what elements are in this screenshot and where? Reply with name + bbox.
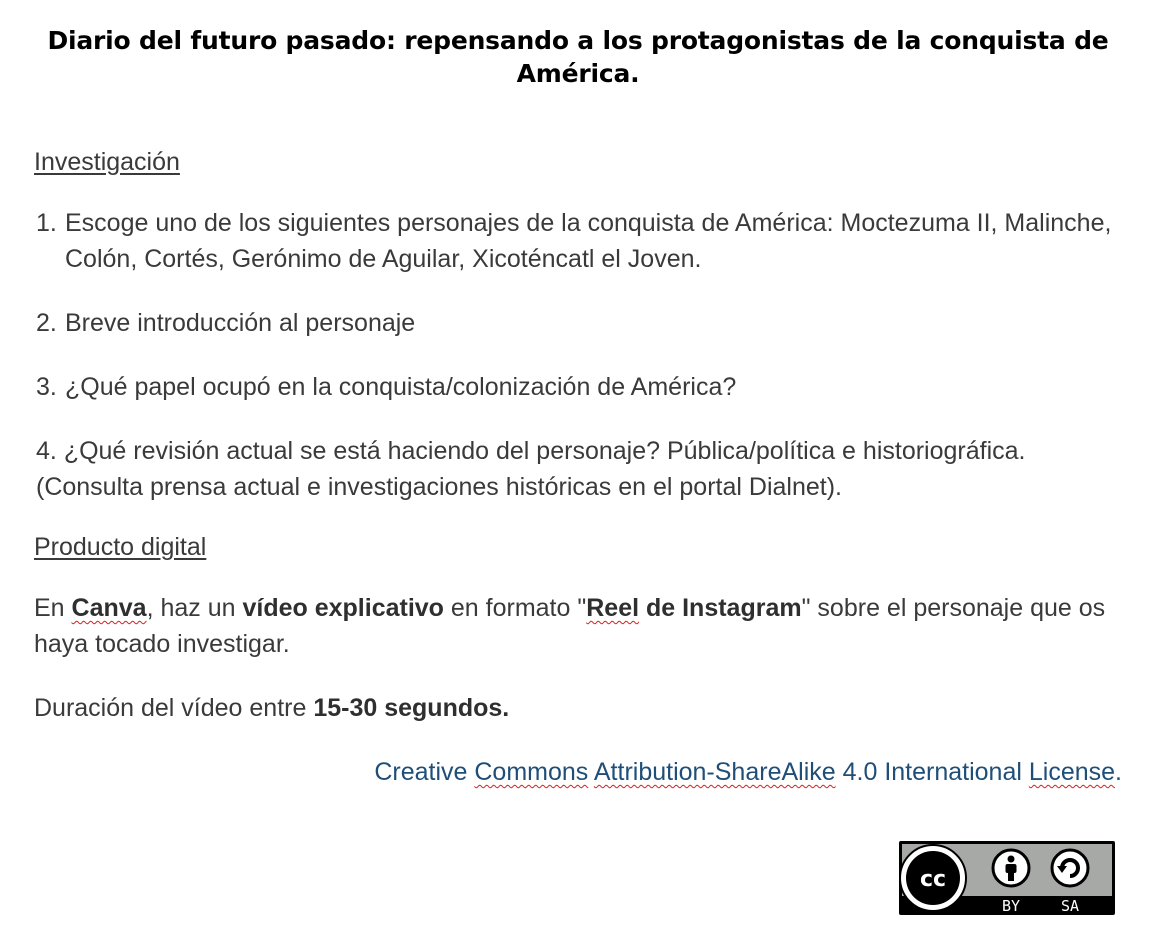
duration-paragraph xyxy=(34,690,1122,726)
list-item xyxy=(34,305,1122,341)
reel-word: Reel xyxy=(586,594,640,622)
list-item-text: ¿Qué papel ocupó en la conquista/colonización de América? xyxy=(65,373,737,401)
text-run: En xyxy=(34,594,72,622)
by-person-head xyxy=(1008,856,1015,863)
instagram-bold: de Instagram xyxy=(639,594,802,622)
list-item-text: Breve introducción al personaje xyxy=(65,309,416,337)
document-title: Diario del futuro pasado: repensando a los protagonistas de la conquista de América. xyxy=(47,26,1109,88)
text-run: Duración del vídeo entre xyxy=(34,694,314,722)
duration-bold: 15-30 segundos. xyxy=(313,694,510,722)
sa-label: SA xyxy=(1060,897,1080,915)
research-list xyxy=(34,205,1122,505)
video-bold: vídeo explicativo xyxy=(242,594,444,622)
list-item-text: Escoge uno de los siguientes personajes de la conquista de América: Moctezuma II, Malinche, Colón, Cortés, Gerónimo de Aguilar, Xicoténcatl el Joven. xyxy=(65,209,1112,273)
license-word[interactable]: Commons xyxy=(474,758,589,786)
sa-icon xyxy=(1052,850,1088,886)
section-heading-research: Investigación xyxy=(34,148,180,176)
text-run: en formato " xyxy=(443,594,587,622)
list-item-text: ¿Qué revisión actual se está haciendo del personaje? Pública/política e historiográfica. (Consulta prensa actual e investigaciones históricas en el portal Dialnet). xyxy=(36,437,1026,501)
list-number: 3. xyxy=(36,373,57,401)
by-person-legs xyxy=(1008,872,1014,881)
license-period: . xyxy=(1115,758,1122,786)
license-word[interactable]: License xyxy=(1028,758,1116,786)
text-run: " sobre el personaje que os haya tocado investigar. xyxy=(34,594,1106,658)
license-link[interactable] xyxy=(34,754,1122,790)
cc-by-sa-badge[interactable] xyxy=(898,840,1116,916)
product-paragraph xyxy=(34,590,1122,662)
section-heading-product: Producto digital xyxy=(34,533,207,561)
license-word[interactable]: Attribution-ShareAlike xyxy=(593,758,836,786)
by-label: BY xyxy=(1001,897,1021,915)
license-word[interactable]: 4.0 International xyxy=(842,758,1022,786)
list-number: 2. xyxy=(36,309,57,337)
list-item xyxy=(34,205,1122,277)
list-item xyxy=(34,369,1122,405)
by-person-body xyxy=(1006,864,1017,873)
canva-word: Canva xyxy=(71,594,147,622)
list-number: 1. xyxy=(36,209,57,237)
list-item xyxy=(34,433,1122,505)
document-page xyxy=(34,24,1122,790)
list-number: 4. xyxy=(36,437,57,465)
cc-text: cc xyxy=(919,867,947,892)
text-run: , haz un xyxy=(146,594,243,622)
license-word[interactable]: Creative xyxy=(374,758,468,786)
